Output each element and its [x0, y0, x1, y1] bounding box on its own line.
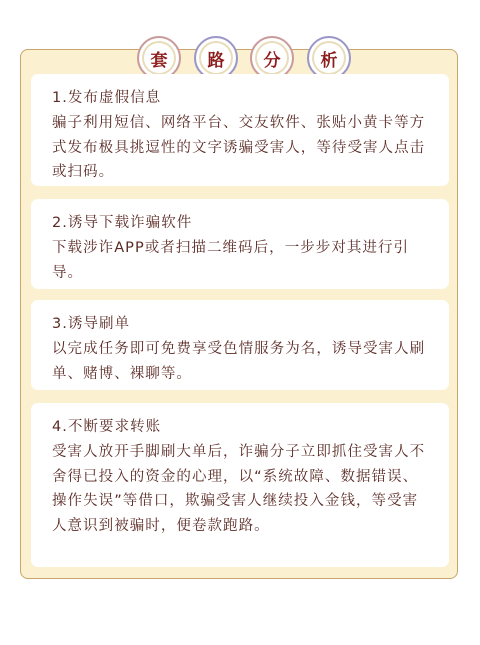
card-title: 3.诱导刷单	[52, 316, 131, 332]
card-body: 以完成任务即可免费享受色情服务为名，诱导受害人刷单、赌博、裸聊等。	[52, 341, 426, 382]
title-char-2: 路	[194, 36, 238, 80]
card-title: 1.发布虚假信息	[52, 90, 162, 106]
card-title: 2.诱导下载诈骗软件	[52, 215, 193, 231]
card-title: 4.不断要求转账	[52, 419, 162, 435]
card-body: 骗子利用短信、网络平台、交友软件、张贴小黄卡等方式发布极具挑逗性的文字诱骗受害人，等待受害人点击或扫码。	[52, 115, 426, 180]
card-body: 下载涉诈APP或者扫描二维码后，一步步对其进行引导。	[52, 240, 410, 281]
title-char-4: 析	[307, 36, 351, 80]
info-card-2	[31, 199, 449, 289]
info-card-1	[31, 74, 449, 186]
card-body: 受害人放开手脚刷大单后，诈骗分子立即抓住受害人不舍得已投入的资金的心理，以“系统故障、数据错误、操作失误”等借口，欺骗受害人继续投入金钱，等受害人意识到被骗时，便卷款跑路。	[52, 444, 426, 534]
title-char-3: 分	[250, 36, 294, 80]
info-card-4	[31, 403, 449, 567]
info-card-3	[31, 300, 449, 390]
title-char-1: 套	[137, 36, 181, 80]
